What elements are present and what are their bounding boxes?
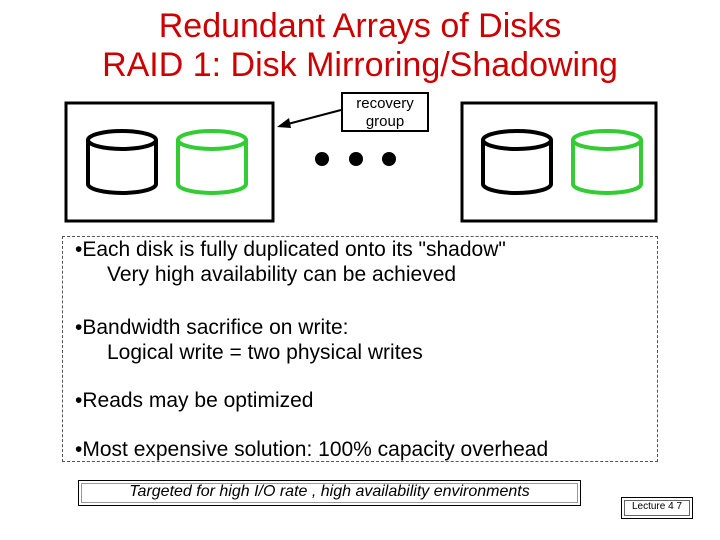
bullet-main-text: •Each disk is fully duplicated onto its "shadow" [75, 238, 506, 261]
bullet-item [75, 237, 506, 287]
bullet-sub-text: Logical write = two physical writes [107, 341, 423, 364]
bullet-item [75, 315, 423, 365]
primary-disk-icon [88, 131, 156, 193]
recovery-group-callout [341, 92, 429, 132]
ellipsis-dots-icon [315, 152, 396, 166]
slide-title-line2: RAID 1: Disk Mirroring/Shadowing [102, 46, 618, 84]
bullet-sub-text: Very high availability can be achieved [107, 263, 457, 286]
callout-line1: recovery [356, 95, 414, 112]
callout-arrow-icon [277, 110, 341, 128]
callout-line2: group [365, 113, 405, 130]
bullet-main-text: •Reads may be optimized [75, 389, 314, 412]
shadow-disk-icon [573, 131, 641, 193]
shadow-disk-icon [178, 131, 246, 193]
target-environment-note: Targeted for high I/O rate , high availability environments [78, 480, 581, 506]
bullet-main-text: •Bandwidth sacrifice on write: [75, 316, 349, 339]
bullet-list [62, 236, 658, 462]
bullet-main-text: •Most expensive solution: 100% capacity overhead [75, 438, 549, 461]
lecture-footer [621, 497, 693, 519]
bullet-item [75, 388, 313, 413]
bullet-item [75, 437, 548, 462]
lecture-number: Lecture 4 7 [631, 501, 683, 512]
primary-disk-icon [483, 131, 551, 193]
slide-title-line1: Redundant Arrays of Disks [158, 7, 562, 45]
